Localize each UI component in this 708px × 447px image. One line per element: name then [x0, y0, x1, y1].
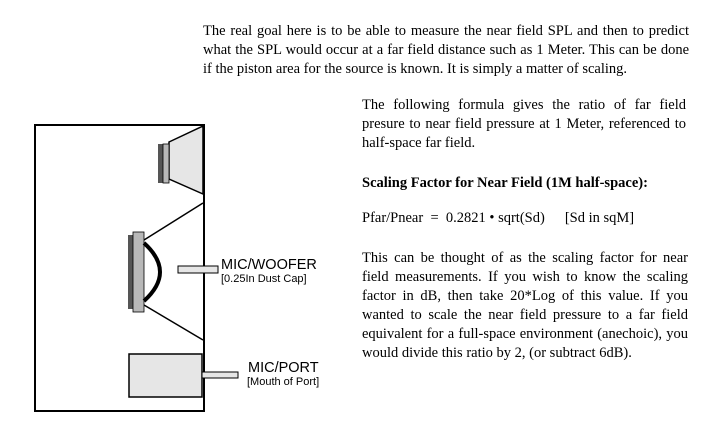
port-mic-label: MIC/PORT — [248, 360, 319, 376]
port-box — [129, 354, 202, 397]
woofer-mic-note: [0.25In Dust Cap] — [221, 273, 307, 285]
formula-intro-paragraph: The following formula gives the ratio of far field presure to near field pressure at 1 Meter, referenced to half-space far field. — [362, 97, 686, 151]
woofer-mic-label: MIC/WOOFER — [221, 257, 317, 273]
port-mic — [202, 372, 238, 378]
explanation-paragraph: This can be thought of as the scaling factor for near field measurements. If you wish to know the scaling factor in dB, then take 20*Log of this value. If you wanted to scale the near field pressure to a far field equivalent for a full-space environment (anechoic), you would divide this ratio by 2, (or subtract 6dB). — [362, 250, 688, 361]
woofer-magnet-plate — [133, 232, 144, 312]
tweeter-plate — [163, 144, 169, 183]
formula-expression: Pfar/Pnear = 0.2821 • sqrt(Sd) — [362, 210, 545, 226]
scaling-factor-heading: Scaling Factor for Near Field (1M half-space): — [362, 175, 648, 191]
woofer-mic — [178, 266, 218, 273]
intro-paragraph: The real goal here is to be able to measure the near field SPL and then to predict what the SPL would occur at a far field distance such as 1 Meter. This can be done if the piston area for the source is known. It is simply a matter of scaling. — [203, 23, 689, 77]
woofer-magnet-back — [128, 235, 133, 309]
port-mic-note: [Mouth of Port] — [247, 376, 320, 388]
tweeter-magnet — [158, 144, 163, 183]
formula-units: [Sd in sqM] — [564, 210, 635, 226]
